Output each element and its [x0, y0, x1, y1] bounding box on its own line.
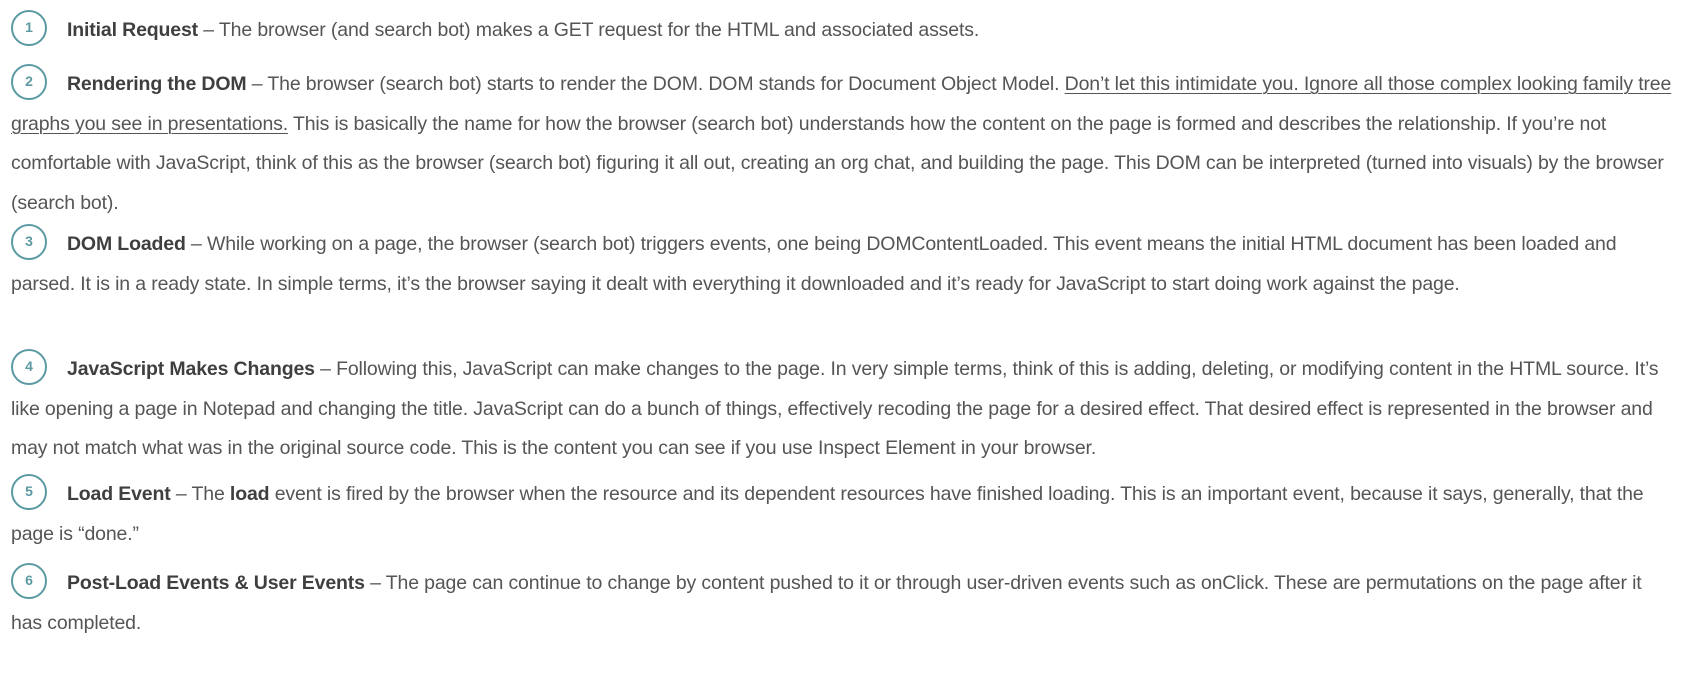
step-number-badge: 2: [11, 64, 47, 100]
step-title: JavaScript Makes Changes: [67, 358, 315, 380]
step-title: DOM Loaded: [67, 233, 186, 255]
step-separator: –: [364, 572, 386, 594]
step-number-badge: 3: [11, 224, 47, 260]
step-initial-request: [11, 11, 1675, 51]
step-description: The page can continue to change by content pushed to it or through user-driven events such as onClick. These are permutations on the page after it has completed.: [11, 572, 1642, 634]
step-description-continued: This is basically the name for how the browser (search bot) understands how the content on the page is formed and describes the relationship. If you’re not comfortable with JavaScript, think of this as the browser (search bot) figuring it all out, creating an org chat, and building the page. This DOM can be interpreted (turned into visuals) by the browser (search bot).: [11, 112, 1664, 214]
step-number-badge: 1: [11, 10, 47, 46]
step-description: The: [191, 483, 230, 505]
step-separator: –: [246, 73, 268, 95]
step-separator: –: [170, 483, 192, 505]
step-title: Post-Load Events & User Events: [67, 572, 365, 594]
step-separator: –: [314, 358, 337, 380]
step-number-badge: 6: [11, 563, 47, 599]
step-title: Rendering the DOM: [67, 73, 247, 95]
step-description: The browser (search bot) starts to render the DOM. DOM stands for Document Object Model.: [267, 73, 1065, 95]
step-description: Following this, JavaScript can make changes to the page. In very simple terms, think of this is adding, deleting, or modifying content in the HTML source. It’s like opening a page in Notepad and changing the title. JavaScript can do a bunch of things, effectively recoding the page for a desired effect. That desired effect is represented in the browser and may not match what was in the original source code. This is the content you can see if you use Inspect Element in your browser.: [11, 358, 1659, 459]
step-description: The browser (and search bot) makes a GET request for the HTML and associated assets.: [218, 19, 980, 41]
step-javascript-changes: [11, 350, 1675, 469]
step-number-badge: 5: [11, 474, 47, 510]
step-description: While working on a page, the browser (search bot) triggers events, one being DOMContentLoaded. This event means the initial HTML document has been loaded and parsed. It is in a ready state. In simple terms, it’s the browser saying it dealt with everything it downloaded and it’s ready for JavaScript to start doing work against the page.: [11, 233, 1617, 295]
step-separator: –: [198, 19, 219, 41]
step-dom-loaded: [11, 225, 1675, 304]
underlined-note: Don’t let this intimidate you. Ignore all those complex looking family tree graphs you see in presentations.: [11, 73, 1672, 135]
step-title: Initial Request: [67, 19, 199, 41]
load-keyword: load: [229, 483, 270, 505]
step-separator: –: [185, 233, 207, 255]
step-rendering-dom: [11, 65, 1675, 223]
step-title: Load Event: [67, 483, 171, 505]
step-description-continued: event is fired by the browser when the resource and its dependent resources have finished loading. This is an important event, because it says, generally, that the page is “done.”: [11, 483, 1644, 545]
step-number-badge: 4: [11, 349, 47, 385]
step-load-event: [11, 475, 1675, 554]
step-post-load-events: [11, 564, 1675, 643]
